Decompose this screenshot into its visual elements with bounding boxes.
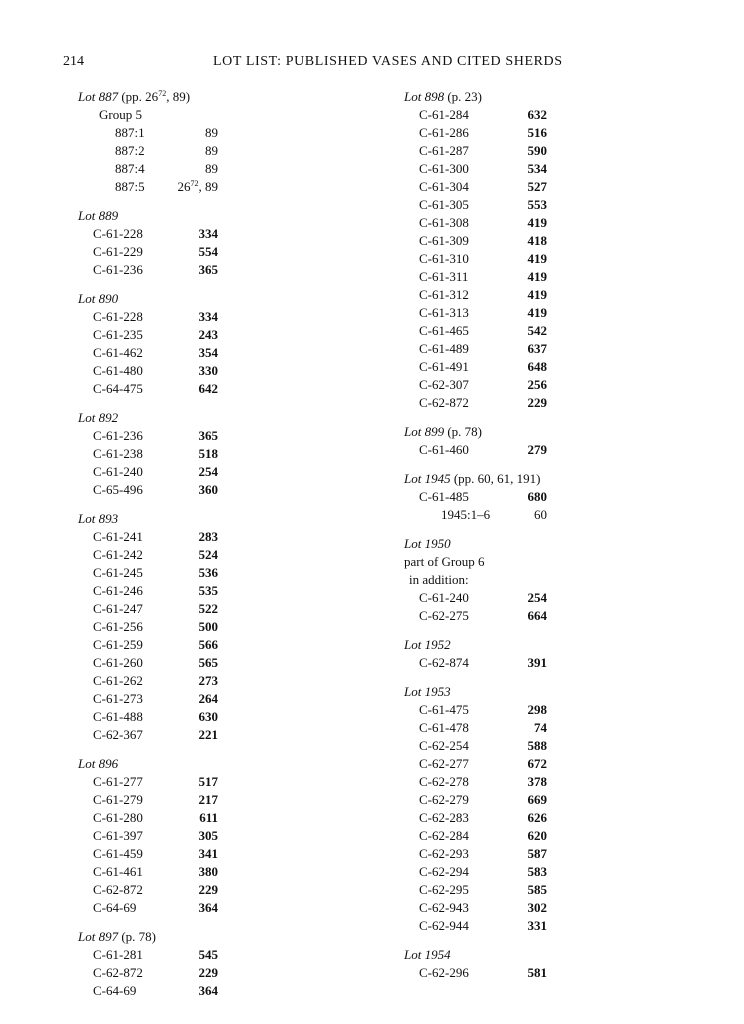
page-reference: 611 [199, 810, 218, 825]
catalogue-number: C-62-254 [419, 738, 469, 753]
list-item [78, 845, 228, 863]
page-reference: 517 [198, 774, 218, 789]
page-reference: 254 [198, 464, 218, 479]
lot-entry [404, 636, 550, 672]
page-reference: 380 [198, 864, 218, 879]
page-reference: 283 [198, 529, 218, 544]
lot-label: Lot 890 [78, 291, 119, 306]
page-reference: 672 [527, 756, 547, 771]
lot-label: Lot 898 [404, 89, 445, 104]
catalogue-number: C-61-397 [93, 828, 143, 843]
catalogue-number: C-61-465 [419, 323, 469, 338]
catalogue-number: C-61-279 [93, 792, 143, 807]
list-item [78, 124, 228, 142]
page-reference: 527 [527, 179, 547, 194]
list-item [78, 708, 228, 726]
list-item [404, 719, 550, 737]
lot-entry [78, 290, 228, 398]
catalogue-number: C-62-284 [419, 828, 469, 843]
page-reference: 419 [527, 269, 547, 284]
page-reference: 587 [527, 846, 547, 861]
catalogue-number: C-64-69 [93, 900, 137, 915]
page-reference: 680 [527, 489, 547, 504]
running-head: LOT LIST: PUBLISHED VASES AND CITED SHERDS [213, 54, 563, 69]
page-reference: 305 [198, 828, 218, 843]
lot-label: Lot 897 [78, 929, 119, 944]
page-reference: 273 [198, 673, 218, 688]
page-number: 214 [63, 54, 84, 69]
lot-note: Group 5 [99, 107, 142, 122]
page-reference: 632 [527, 107, 547, 122]
list-item [78, 773, 228, 791]
page-reference: 364 [198, 900, 218, 915]
catalogue-number: C-61-262 [93, 673, 143, 688]
page-reference: 298 [527, 702, 547, 717]
catalogue-number: C-61-308 [419, 215, 469, 230]
catalogue-number: C-61-462 [93, 345, 143, 360]
lot-label: Lot 893 [78, 511, 119, 526]
lot-heading [78, 290, 228, 308]
catalogue-number: C-61-310 [419, 251, 469, 266]
lot-note: part of Group 6 [404, 554, 485, 569]
list-item [78, 964, 228, 982]
list-item [404, 827, 550, 845]
list-item [78, 726, 228, 744]
page-reference: 516 [527, 125, 547, 140]
list-item [404, 322, 550, 340]
catalogue-number: C-61-287 [419, 143, 469, 158]
page-reference: 256 [527, 377, 547, 392]
page-reference: 378 [527, 774, 547, 789]
page-reference: 585 [527, 882, 547, 897]
list-item [404, 881, 550, 899]
list-item [404, 340, 550, 358]
lot-entry [78, 510, 228, 744]
list-item [404, 160, 550, 178]
catalogue-number: C-61-235 [93, 327, 143, 342]
list-item [404, 394, 550, 412]
lot-heading [78, 207, 228, 225]
list-item [78, 261, 228, 279]
list-item [404, 178, 550, 196]
list-item [404, 506, 550, 524]
catalogue-number: C-65-496 [93, 482, 143, 497]
lot-entry [78, 755, 228, 917]
catalogue-number: C-62-295 [419, 882, 469, 897]
list-item [404, 232, 550, 250]
catalogue-number: C-61-246 [93, 583, 143, 598]
list-item [78, 445, 228, 463]
lot-label: Lot 1954 [404, 947, 451, 962]
list-item [404, 106, 550, 124]
lot-entry [404, 946, 550, 982]
page-reference: 664 [527, 608, 547, 623]
lot-heading: Lot 1945 (pp. 60, 61, 191) [404, 471, 541, 486]
page-reference: 341 [198, 846, 218, 861]
catalogue-number: C-62-307 [419, 377, 469, 392]
page-reference: 354 [198, 345, 218, 360]
catalogue-number: C-61-242 [93, 547, 143, 562]
page-reference: 565 [198, 655, 218, 670]
list-item [78, 481, 228, 499]
page-reference: 535 [198, 583, 218, 598]
page-reference: 60 [534, 507, 547, 522]
lot-entry [404, 88, 550, 412]
page-reference: 581 [527, 965, 547, 980]
page-reference: 89 [205, 125, 218, 140]
catalogue-number: C-61-489 [419, 341, 469, 356]
page-reference: 500 [198, 619, 218, 634]
list-item [78, 582, 228, 600]
footnote-ref: 72 [190, 179, 199, 188]
page-reference: 89 [205, 143, 218, 158]
list-item [404, 142, 550, 160]
catalogue-number: C-61-259 [93, 637, 143, 652]
lot-entry [404, 423, 550, 459]
page-reference: 302 [527, 900, 547, 915]
page-reference: 534 [527, 161, 547, 176]
catalogue-number: C-61-238 [93, 446, 143, 461]
catalogue-number: C-62-874 [419, 655, 469, 670]
lot-heading: Lot 899 (p. 78) [404, 424, 483, 439]
catalogue-number: C-61-300 [419, 161, 469, 176]
lot-heading: Lot 887 (pp. $26^{72}$, 89) [78, 89, 191, 104]
list-item [404, 737, 550, 755]
list-item [78, 863, 228, 881]
list-item [78, 690, 228, 708]
list-item [78, 463, 228, 481]
lot-entry [78, 207, 228, 279]
list-item [78, 380, 228, 398]
page-reference: 264 [198, 691, 218, 706]
page-reference: 669 [527, 792, 547, 807]
lot-entry [78, 928, 228, 1000]
catalogue-number: C-61-247 [93, 601, 143, 616]
page-reference: 542 [527, 323, 547, 338]
list-item [404, 376, 550, 394]
page-reference: 522 [198, 601, 218, 616]
page-reference: 364 [198, 983, 218, 998]
catalogue-number: C-62-367 [93, 727, 143, 742]
page-reference: 554 [198, 244, 218, 259]
lot-label: Lot 896 [78, 756, 119, 771]
list-item [404, 917, 550, 935]
list-item [78, 362, 228, 380]
page-reference: 626 [527, 810, 547, 825]
catalogue-number: C-62-296 [419, 965, 469, 980]
page-reference: 229 [198, 882, 218, 897]
list-item [78, 654, 228, 672]
page-reference: 553 [527, 197, 547, 212]
catalogue-number: C-61-281 [93, 947, 143, 962]
lot-heading [404, 946, 550, 964]
catalogue-number: C-61-491 [419, 359, 469, 374]
page-reference: 566 [198, 637, 218, 652]
catalogue-number: C-62-943 [419, 900, 469, 915]
lot-label: Lot 1952 [404, 637, 451, 652]
list-item [404, 286, 550, 304]
page-reference: 391 [527, 655, 547, 670]
catalogue-number: C-61-241 [93, 529, 143, 544]
page-reference: 583 [527, 864, 547, 879]
list-item [78, 326, 228, 344]
list-item [78, 564, 228, 582]
catalogue-number: 887:5 [115, 179, 145, 194]
catalogue-number: C-62-278 [419, 774, 469, 789]
list-item [404, 863, 550, 881]
catalogue-number: C-61-236 [93, 262, 143, 277]
list-item [78, 672, 228, 690]
page-reference: 642 [198, 381, 218, 396]
list-item [404, 268, 550, 286]
catalogue-number: C-61-284 [419, 107, 469, 122]
lot-heading [78, 755, 228, 773]
list-item [404, 791, 550, 809]
catalogue-number: C-61-459 [93, 846, 143, 861]
list-item [404, 964, 550, 982]
list-item [404, 899, 550, 917]
list-item [78, 178, 228, 196]
page-reference: 419 [527, 287, 547, 302]
page-reference: 648 [527, 359, 547, 374]
catalogue-number: C-62-283 [419, 810, 469, 825]
catalogue-number: C-61-286 [419, 125, 469, 140]
catalogue-number: C-61-229 [93, 244, 143, 259]
catalogue-number: C-62-872 [93, 965, 143, 980]
catalogue-number: C-61-305 [419, 197, 469, 212]
list-item [404, 773, 550, 791]
page-reference: 419 [527, 215, 547, 230]
catalogue-number: 887:4 [115, 161, 145, 176]
catalogue-number: C-61-309 [419, 233, 469, 248]
page-reference: 620 [527, 828, 547, 843]
page-reference: 217 [198, 792, 218, 807]
catalogue-number: C-61-240 [419, 590, 469, 605]
page-reference: 365 [198, 262, 218, 277]
page-reference: 536 [198, 565, 218, 580]
page-reference: 524 [198, 547, 218, 562]
page-reference: 418 [527, 233, 547, 248]
list-item [78, 427, 228, 445]
catalogue-number: C-61-280 [93, 810, 143, 825]
list-item [404, 755, 550, 773]
list-item [404, 701, 550, 719]
list-item [404, 196, 550, 214]
catalogue-number: C-61-478 [419, 720, 469, 735]
page-reference: 279 [527, 442, 547, 457]
page-reference: 590 [527, 143, 547, 158]
catalogue-number: C-61-311 [419, 269, 469, 284]
catalogue-number: C-62-944 [419, 918, 469, 933]
list-item [404, 488, 550, 506]
lot-entry [404, 683, 550, 935]
page-reference: 331 [527, 918, 547, 933]
lot-heading [404, 636, 550, 654]
catalogue-number: 1945:1–6 [441, 507, 491, 522]
list-item [78, 618, 228, 636]
page-reference: 330 [198, 363, 218, 378]
catalogue-number: C-64-69 [93, 983, 137, 998]
catalogue-number: C-62-275 [419, 608, 469, 623]
list-item [78, 881, 228, 899]
catalogue-number: 887:2 [115, 143, 145, 158]
catalogue-number: C-62-872 [93, 882, 143, 897]
lot-label: Lot 889 [78, 208, 119, 223]
list-item [78, 142, 228, 160]
catalogue-number: C-61-240 [93, 464, 143, 479]
lot-heading: Lot 898 (p. 23) [404, 89, 483, 104]
lot-heading: Lot 897 (p. 78) [78, 929, 157, 944]
lot-heading [78, 409, 228, 427]
catalogue-number: C-61-304 [419, 179, 469, 194]
lot-entry [404, 470, 550, 524]
list-item [78, 809, 228, 827]
list-item [404, 654, 550, 672]
catalogue-number: C-61-313 [419, 305, 469, 320]
left-column [78, 88, 228, 1011]
list-item [78, 827, 228, 845]
catalogue-number: C-61-260 [93, 655, 143, 670]
catalogue-number: C-61-277 [93, 774, 143, 789]
page-reference: 545 [198, 947, 218, 962]
lot-label: Lot 1945 [404, 471, 451, 486]
catalogue-number: C-61-485 [419, 489, 469, 504]
page-reference: 360 [198, 482, 218, 497]
lot-heading [78, 510, 228, 528]
list-item [404, 589, 550, 607]
page-reference: 229 [527, 395, 547, 410]
list-item [78, 791, 228, 809]
list-item [78, 243, 228, 261]
page-reference: 365 [198, 428, 218, 443]
lot-label: Lot 1953 [404, 684, 451, 699]
catalogue-number: C-61-461 [93, 864, 143, 879]
catalogue-number: C-61-228 [93, 309, 143, 324]
catalogue-number: C-61-245 [93, 565, 143, 580]
catalogue-number: C-62-279 [419, 792, 469, 807]
page-reference: 229 [198, 965, 218, 980]
list-item [78, 528, 228, 546]
list-item [404, 809, 550, 827]
list-item [404, 358, 550, 376]
page-reference: 89 [205, 161, 218, 176]
list-item [78, 982, 228, 1000]
list-item [78, 546, 228, 564]
catalogue-number: C-61-228 [93, 226, 143, 241]
page-reference: 637 [527, 341, 547, 356]
catalogue-number: C-62-294 [419, 864, 469, 879]
page-reference: 334 [198, 226, 218, 241]
list-item [78, 344, 228, 362]
list-item [78, 160, 228, 178]
footnote-ref: 72 [158, 89, 167, 98]
lot-label: Lot 887 [78, 89, 119, 104]
list-item [404, 304, 550, 322]
catalogue-number: C-61-256 [93, 619, 143, 634]
list-item [404, 250, 550, 268]
page-reference: 518 [198, 446, 218, 461]
lot-note: in addition: [409, 572, 469, 587]
catalogue-number: C-61-488 [93, 709, 143, 724]
page-reference: 419 [527, 251, 547, 266]
page-reference: 630 [198, 709, 218, 724]
catalogue-number: C-61-475 [419, 702, 469, 717]
list-item [78, 308, 228, 326]
list-item [78, 899, 228, 917]
catalogue-number: C-64-475 [93, 381, 143, 396]
lot-entry [78, 409, 228, 499]
list-item [404, 124, 550, 142]
list-item [78, 636, 228, 654]
page-reference: $26^{72}$, 89 [177, 179, 218, 194]
right-column [404, 88, 550, 993]
lot-label: Lot 892 [78, 410, 119, 425]
page-reference: 334 [198, 309, 218, 324]
lot-label: Lot 899 [404, 424, 445, 439]
list-item [404, 214, 550, 232]
catalogue-number: C-61-312 [419, 287, 469, 302]
list-item [78, 600, 228, 618]
page-reference: 254 [527, 590, 547, 605]
page-reference: 243 [198, 327, 218, 342]
page-reference: 74 [534, 720, 547, 735]
page-reference: 221 [198, 727, 218, 742]
catalogue-number: C-61-273 [93, 691, 143, 706]
lot-heading [404, 535, 550, 553]
list-item [404, 441, 550, 459]
lot-entry [404, 535, 550, 625]
list-item [404, 845, 550, 863]
catalogue-number: C-61-480 [93, 363, 143, 378]
catalogue-number: C-62-872 [419, 395, 469, 410]
page-reference: 588 [527, 738, 547, 753]
catalogue-number: C-62-277 [419, 756, 469, 771]
catalogue-number: C-62-293 [419, 846, 469, 861]
lot-heading [404, 683, 550, 701]
catalogue-number: 887:1 [115, 125, 145, 140]
page-reference: 419 [527, 305, 547, 320]
list-item [78, 225, 228, 243]
lot-entry [78, 88, 228, 196]
catalogue-number: C-61-460 [419, 442, 469, 457]
catalogue-number: C-61-236 [93, 428, 143, 443]
list-item [404, 607, 550, 625]
list-item [78, 946, 228, 964]
lot-label: Lot 1950 [404, 536, 451, 551]
